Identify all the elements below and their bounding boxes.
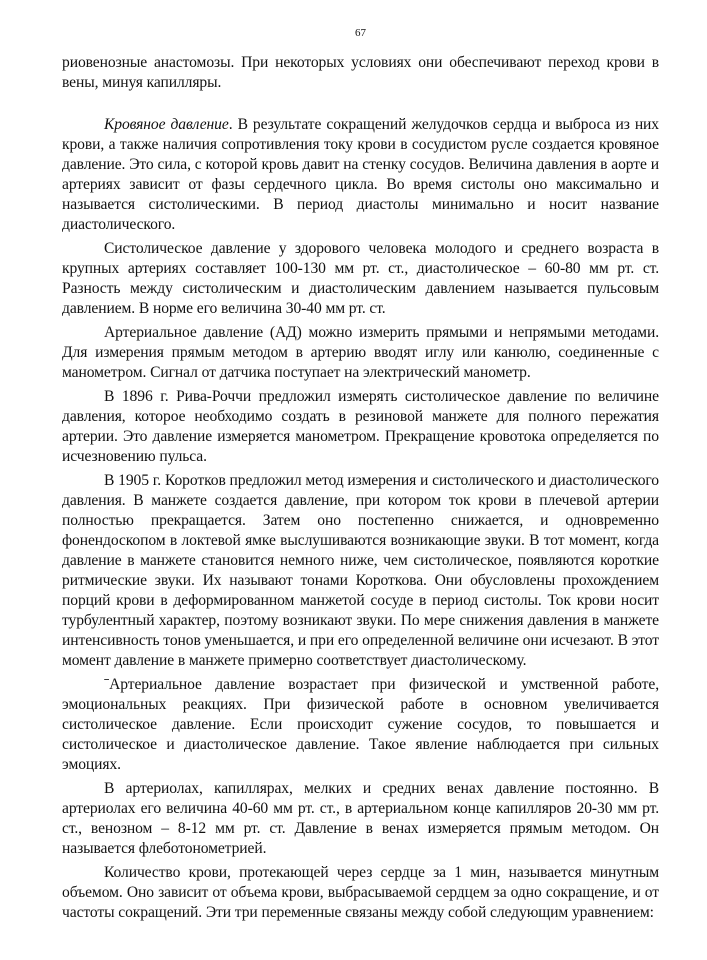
paragraph-continuation: риовенозные анастомозы. При некоторых условиях они обеспечивают переход крови в вены, минуя капилляры. [62,54,659,91]
paragraph-korotkov: В 1905 г. Коротков предложил метод измерения и систолического и диастолического давления. В манжете создается давление, при котором ток крови в плечевой артерии полностью прекращается. Затем оно постепенно снижается, и одновременно фонендоскопом в локтевой ямке выслушиваются возникающие звуки. В тот момент, когда давление в манжете становится немного ниже, чем систолическое, появляются короткие ритмические звуки. Их называют тонами Короткова. Они обусловлены прохождением порций крови в деформированном манжетой сосуде в период систолы. Ток крови носит турбулентный характер, поэтому возникают звуки. По мере снижения давления в манжете интенсивность тонов уменьшается, и при его определенной величине они исчезают. В этот момент давление в манжете примерно соответствует диастолическому. [62,472,659,669]
paragraph-measurement-methods: Артериальное давление (АД) можно измерить прямыми и непрямыми методами. Для измерения прямым методом в артерию вводят иглу или канюлю, соединенные с манометром. Сигнал от датчика поступает на электрический манометр. [62,324,659,381]
paragraph-arterioles: В артериолах, капиллярах, мелких и средних венах давление постоянно. В артериолах его величина 40-60 мм рт. ст., в артериальном конце капилляров 20-30 мм рт. ст., венозном – 8-12 мм рт. ст. Давление в венах измеряется прямым методом. Он называется флеботонометрией. [62,780,659,857]
paragraph-blood-pressure [62,115,659,235]
paragraph-minute-volume: Количество крови, протекающей через сердце за 1 мин, называется минутным объемом. Оно зависит от объема крови, выбрасываемой сердцем за одно сокращение, и от частоты сокращений. Эти три переменные связаны между собой следующим уравнением: [62,864,659,921]
paragraph-riva-rocci: В 1896 г. Рива-Роччи предложил измерять систолическое давление по величине давления, которое необходимо создать в резиновой манжете для полного пережатия артерии. Это давление измеряется манометром. Прекращение кровотока определяется по исчезновению пульса. [62,388,659,465]
section-heading-blood-pressure: Кровяное давление [104,116,229,133]
paragraph-text: . В результате сокращений желудочков сердца и выброса из них крови, а также наличия сопротивления току крови в сосудистом русле создается кровяное давление. Это сила, с которой кровь давит на стенку сосудов. Величина давления в аорте и артериях зависит от фазы сердечного цикла. Во время систолы оно максимально и называется систолическими. В период диастолы минимально и носит название диастолического. [62,116,660,233]
page-number: 67 [355,27,366,39]
paragraph-pressure-increase: ˉАртериальное давление возрастает при физической и умственной работе, эмоциональных реакциях. При физической работе в основном увеличивается систолическое давление. Если происходит сужение сосудов, то повышается и систолическое и диастолическое давление. Такое явление наблюдается при сильных эмоциях. [62,676,659,773]
paragraph-systolic-pressure: Систолическое давление у здорового человека молодого и среднего возраста в крупных артериях составляет 100-130 мм рт. ст., диастолическое – 60-80 мм рт. ст. Разность между систолическим и диастолическим давлением называется пульсовым давлением. В норме его величина 30-40 мм рт. ст. [62,240,659,317]
body-text [62,53,659,923]
